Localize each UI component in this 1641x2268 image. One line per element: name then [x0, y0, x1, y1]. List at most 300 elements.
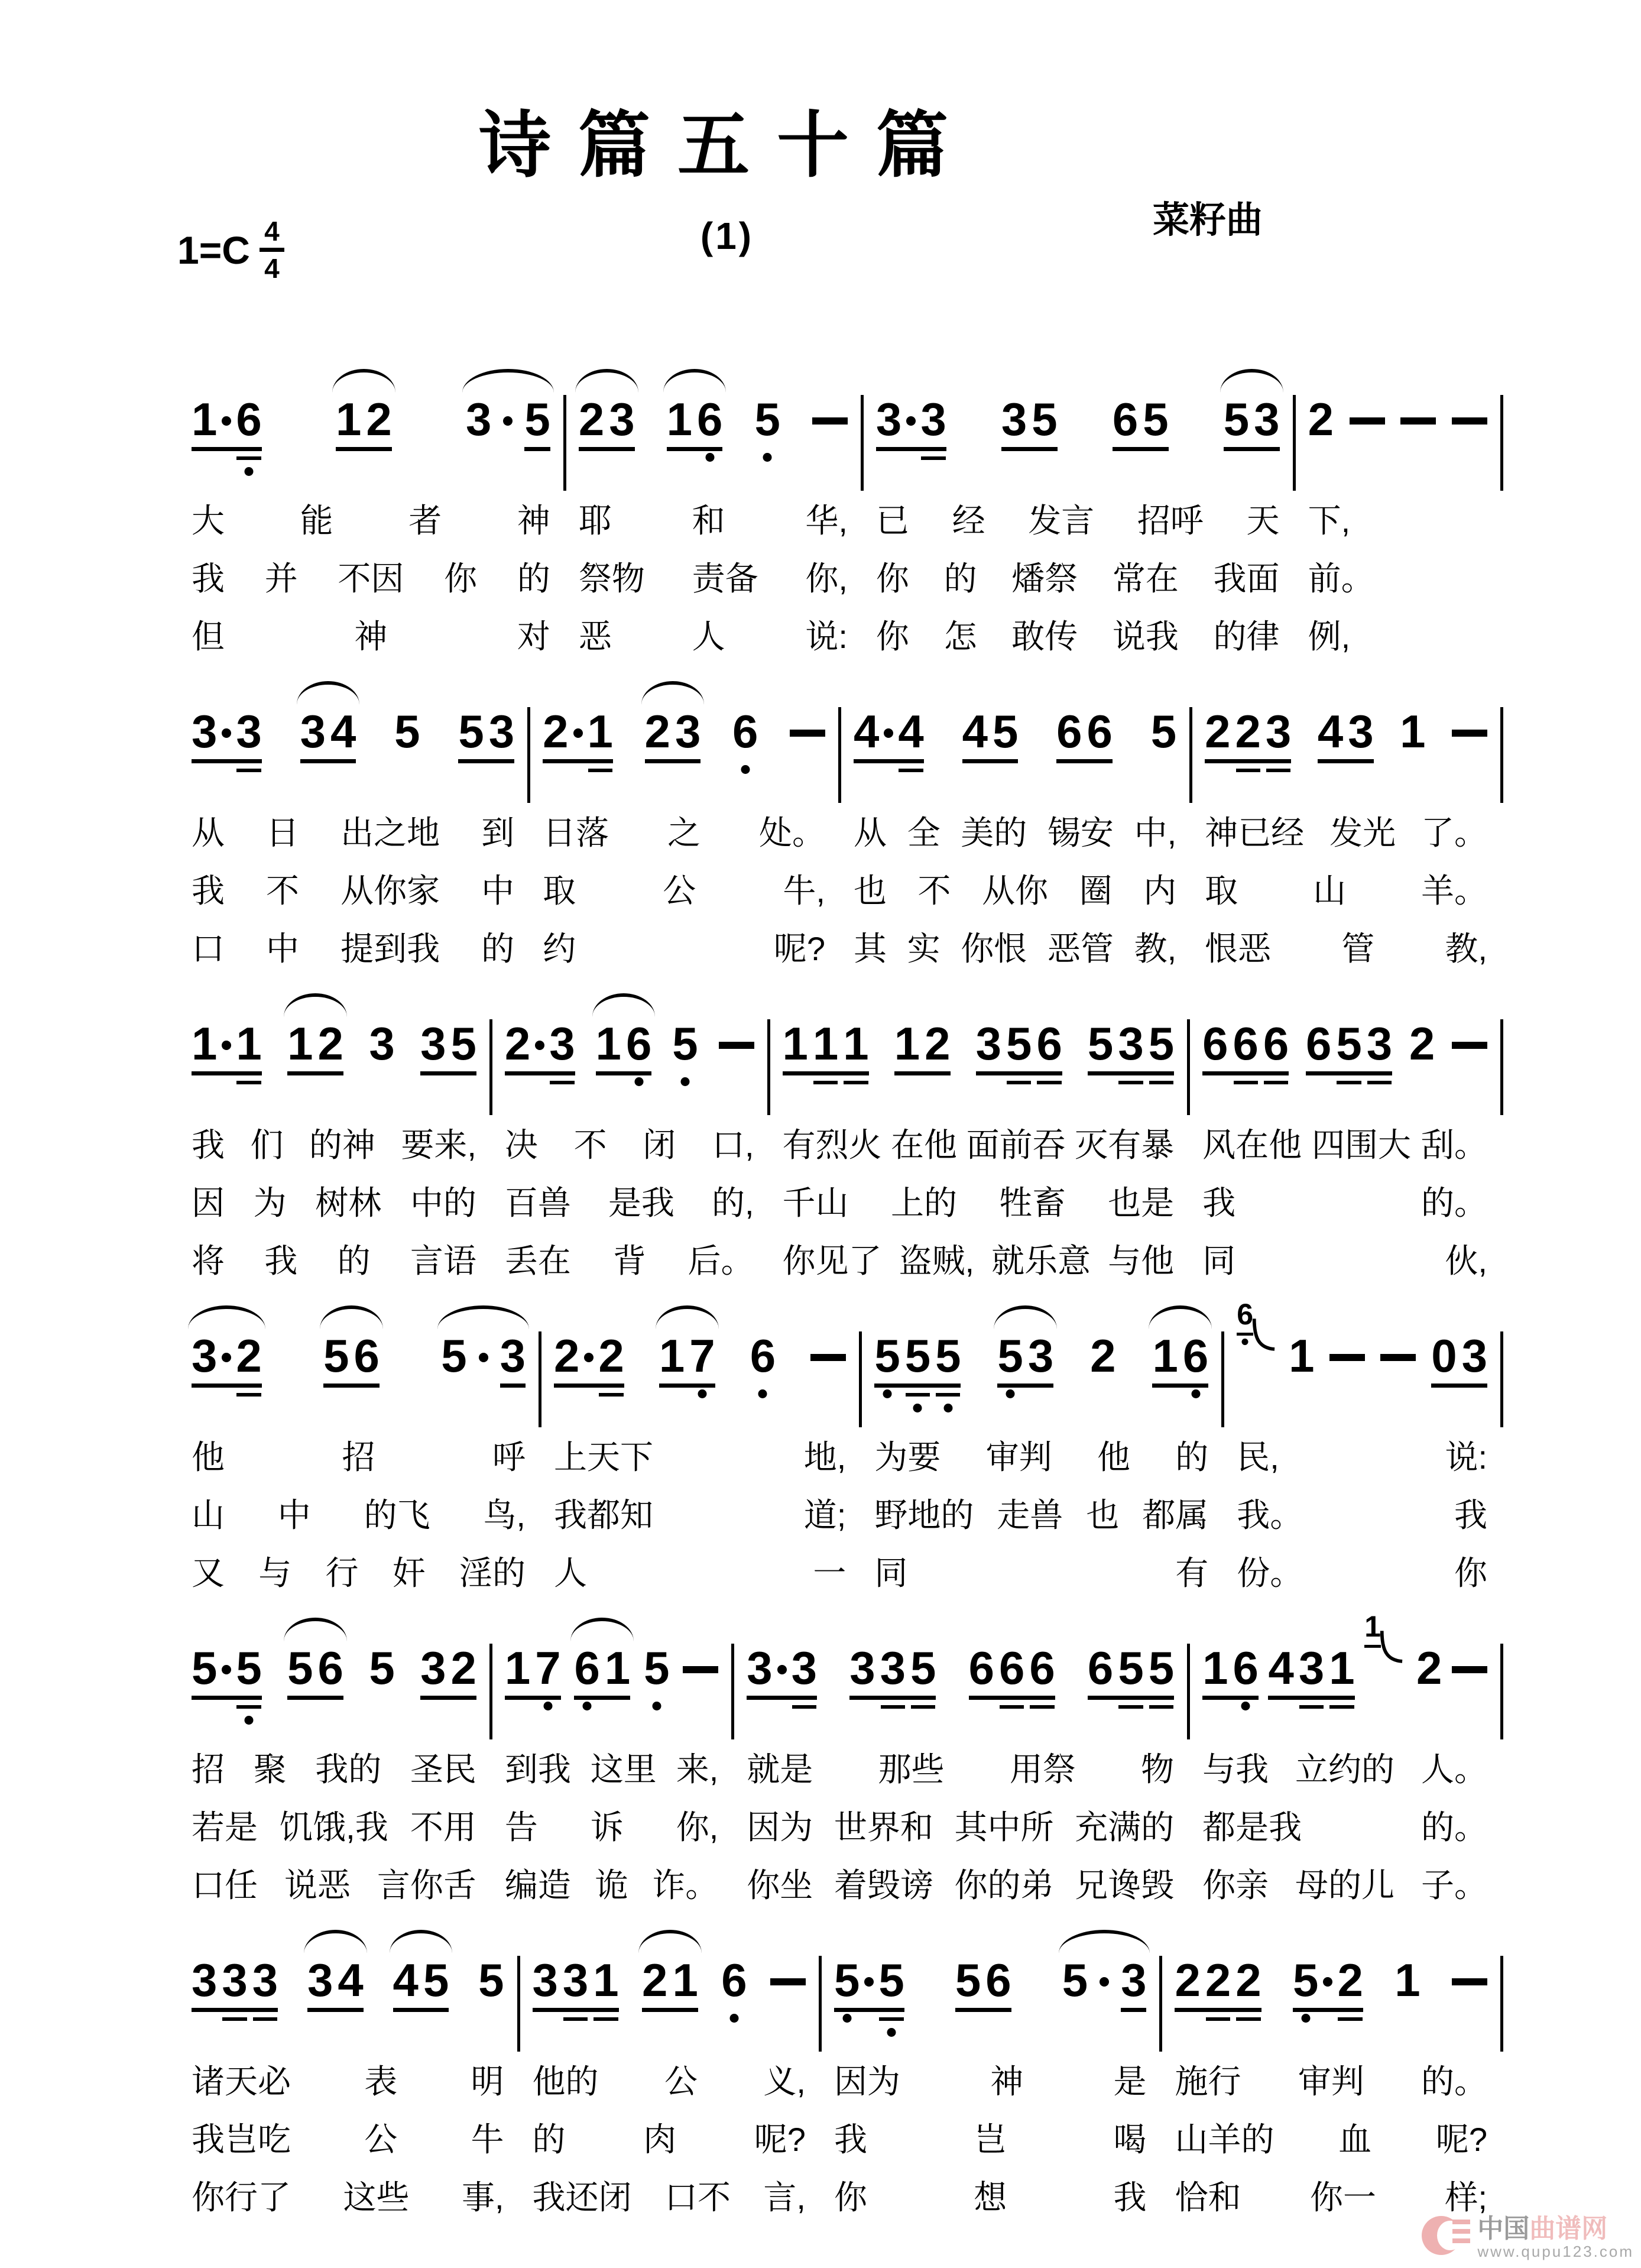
note-digit: 2 [317, 1018, 343, 1070]
beam-underline [1152, 1384, 1208, 1388]
note [644, 1642, 670, 1694]
lyric-word: 树林 [315, 1184, 382, 1222]
note-group [420, 1642, 476, 1694]
note [553, 1330, 580, 1382]
lyric-word: 我 [1202, 1184, 1236, 1222]
note-group [810, 1333, 846, 1361]
lyric-word: 我的 [315, 1751, 382, 1788]
octave-dot [1242, 1339, 1248, 1345]
note [672, 1018, 698, 1070]
note-group [1087, 1642, 1175, 1694]
lyric-word: 将 [192, 1242, 225, 1279]
octave-dot [1006, 1389, 1015, 1398]
note [1265, 705, 1292, 757]
lyrics-line [543, 862, 825, 920]
beam-underline [1202, 1696, 1259, 1700]
lyric-word: 千山 [782, 1184, 849, 1222]
note-digit: 1 [1202, 1642, 1228, 1694]
note [574, 1642, 600, 1694]
lyric-word: 民, [1237, 1438, 1279, 1476]
note-group [642, 1954, 698, 2006]
augmentation-dot [503, 416, 513, 426]
note-digit: 2 [1235, 705, 1261, 757]
lyric-word: 处。 [758, 814, 825, 851]
lyrics-line [192, 1799, 476, 1856]
lyrics-line [543, 920, 825, 978]
note-digit: 3 [192, 705, 218, 757]
underline-2 [1000, 1705, 1024, 1709]
beam-underline [874, 1384, 961, 1388]
lyric-word: 言语 [410, 1242, 476, 1279]
note-digit: 5 [904, 1330, 931, 1382]
lyric-word: 从你家 [340, 872, 440, 909]
lyric-word: 前。 [1308, 560, 1374, 597]
note-digit: 5 [1148, 1642, 1175, 1694]
note-group [420, 1018, 476, 1070]
barline [1500, 395, 1503, 491]
slur-icon [188, 1305, 265, 1329]
note-group [1090, 1330, 1116, 1382]
note-digit: 4 [1268, 1642, 1294, 1694]
lyrics-line [579, 608, 848, 666]
slur-icon [437, 1305, 529, 1329]
lyric-word: 的。 [1421, 2063, 1487, 2100]
note-group [968, 1642, 1055, 1694]
beam-underline [1268, 1696, 1354, 1700]
note-digit: 3 [420, 1018, 446, 1070]
lyrics-line [579, 492, 848, 550]
lyric-word: 人 [553, 1554, 587, 1592]
beam-underline [1113, 447, 1169, 451]
lyric-word: 来, [676, 1751, 719, 1788]
underline-2 [1266, 769, 1290, 772]
underline-2 [588, 769, 612, 772]
underline-2 [1149, 1705, 1173, 1709]
lyric-word: 我 [192, 560, 225, 597]
lyric-word: 也 [854, 872, 887, 909]
lyric-word: 为 [253, 1184, 287, 1222]
lyric-word: 也 [1086, 1496, 1120, 1534]
lyric-word: 牲畜 [999, 1184, 1066, 1222]
note-digit: 5 [458, 705, 484, 757]
note [1205, 1954, 1231, 2006]
lyric-word: 我还闭 [532, 2179, 632, 2216]
notes-row [1202, 985, 1487, 1116]
lyric-word: 同 [874, 1554, 908, 1592]
note-digit: 3 [747, 1642, 773, 1694]
note [330, 705, 356, 757]
lyric-word: 羊。 [1421, 872, 1487, 909]
underline-2 [1037, 1081, 1061, 1084]
note-digit: 6 [968, 1642, 994, 1694]
lyric-word: 也是 [1108, 1184, 1175, 1222]
lyrics-line [192, 492, 550, 550]
note [1233, 1018, 1259, 1070]
note-digit: 5 [192, 1642, 218, 1694]
beam-underline [192, 1384, 262, 1388]
note-group [192, 705, 262, 757]
lyric-word: 其中所 [954, 1809, 1054, 1846]
lyric-word: 你, [676, 1809, 719, 1846]
beam-underline [533, 2008, 619, 2012]
lyric-word: 一 [813, 1554, 847, 1592]
lyric-word: 盗贼, [899, 1242, 975, 1279]
note-digit: 1 [812, 1018, 839, 1070]
lyric-word: 灭有暴 [1075, 1126, 1175, 1164]
note-digit: 6 [1087, 705, 1113, 757]
note [1400, 705, 1426, 757]
beam-underline [642, 2008, 698, 2012]
lyrics-line [1237, 1428, 1487, 1486]
lyric-word: 百兽 [504, 1184, 571, 1222]
augmentation-dot [573, 728, 583, 738]
lyric-word: 发言 [1028, 502, 1095, 539]
note [791, 1642, 818, 1694]
note [478, 1954, 504, 2006]
lyric-word: 并 [264, 560, 298, 597]
note [1308, 393, 1334, 445]
underline-2 [1329, 1705, 1354, 1709]
lyrics-line [579, 550, 848, 608]
lyric-word: 取 [543, 872, 576, 909]
note-group [849, 1642, 936, 1694]
note-group [543, 705, 613, 757]
note [998, 1642, 1025, 1694]
note-digit: 1 [672, 1954, 698, 2006]
octave-dot [913, 1404, 922, 1412]
beam-underline [783, 1071, 869, 1075]
note-digit: 3 [488, 705, 515, 757]
lyric-word: 中的 [410, 1184, 476, 1222]
music-system [177, 1297, 1501, 1602]
lyric-word: 与他 [1108, 1242, 1175, 1279]
lyric-word: 从 [854, 814, 887, 851]
lyric-word: 份。 [1237, 1554, 1303, 1592]
lyrics-line [834, 2111, 1147, 2169]
notes-row [579, 361, 848, 492]
note-group [393, 1954, 449, 2006]
slur-icon [320, 1305, 383, 1329]
note [1461, 1330, 1487, 1382]
lyric-word: 但 [192, 618, 225, 655]
slur-icon [462, 369, 554, 393]
note-digit: 2 [1308, 393, 1334, 445]
note-group [1431, 1330, 1487, 1382]
lyric-word: 呼 [492, 1438, 526, 1476]
note-digit: 1 [192, 393, 218, 445]
slur-icon [570, 1618, 634, 1641]
beam-underline [834, 2008, 904, 2012]
lyrics-line [1175, 2111, 1487, 2169]
note [1298, 1642, 1325, 1694]
note [598, 1330, 624, 1382]
beam-underline [997, 1384, 1053, 1388]
lyric-word: 之 [667, 814, 701, 851]
underline-2 [1118, 1081, 1143, 1084]
note-group [955, 1954, 1011, 2006]
note [1235, 705, 1261, 757]
beam-underline [1205, 759, 1291, 763]
underline-2 [1118, 1705, 1143, 1709]
note-digit: 1 [782, 1018, 808, 1070]
note-digit: 6 [625, 1018, 652, 1070]
lyric-word: 你一 [1309, 2179, 1376, 2216]
lyric-word: 全 [907, 814, 941, 851]
lyric-word: 到 [481, 814, 515, 851]
watermark-site-cn: 中国 [1477, 2214, 1530, 2243]
lyric-word: 神 [354, 618, 388, 655]
lyric-word: 就乐意 [991, 1242, 1091, 1279]
note [524, 393, 550, 445]
measure [1160, 1922, 1501, 2227]
note-group [1350, 396, 1385, 425]
lyrics-line [874, 1486, 1208, 1544]
notes-row [1308, 361, 1487, 492]
note-digit: 5 [287, 1642, 313, 1694]
note-group [1394, 1954, 1421, 2006]
note-digit: 6 [1182, 1330, 1209, 1382]
note [1148, 1018, 1175, 1070]
song-title: 诗篇五十篇 [479, 102, 975, 187]
note-digit: 3 [192, 1330, 218, 1382]
note [394, 705, 420, 757]
lyric-word: 着毁谤 [834, 1867, 933, 1904]
lyric-word: 他 [192, 1438, 225, 1476]
lyric-word: 圣民 [410, 1751, 476, 1788]
note [420, 1018, 446, 1070]
lyric-word: 诸天必 [192, 2063, 291, 2100]
augmentation-dot [906, 416, 916, 426]
underline-2 [1236, 2017, 1260, 2021]
note-group [369, 1018, 395, 1070]
note [504, 1642, 531, 1694]
rest-dash [810, 1354, 846, 1361]
beam-underline [1318, 759, 1374, 763]
rest-dash [719, 1042, 754, 1049]
note-group [659, 1330, 715, 1382]
lyric-word: 口 [192, 930, 225, 967]
note [504, 1018, 531, 1070]
note [192, 1642, 218, 1694]
beam-underline [192, 1696, 262, 1700]
note-digit: 5 [754, 393, 780, 445]
lyrics-line [1205, 862, 1487, 920]
beam-underline [962, 759, 1019, 763]
lyric-word: 下, [1308, 502, 1351, 539]
underline-2 [899, 769, 923, 772]
note [369, 1018, 395, 1070]
qupu-logo-icon [1422, 2212, 1471, 2262]
note-group [644, 705, 701, 757]
lyric-word: 的 [481, 930, 515, 967]
lyric-word: 那些 [878, 1751, 945, 1788]
note-digit: 2 [642, 1954, 668, 2006]
note [1006, 1018, 1032, 1070]
lyric-word: 丢在 [504, 1242, 571, 1279]
beam-underline [1001, 447, 1058, 451]
note-group [1317, 705, 1374, 757]
lyric-word: 锡安 [1047, 814, 1114, 851]
lyric-word: 告 [504, 1809, 538, 1846]
lyric-word: 的飞 [364, 1496, 430, 1534]
note-digit: 3 [1265, 705, 1292, 757]
note [609, 393, 635, 445]
note-digit: 3 [920, 393, 946, 445]
lyric-word: 牛 [471, 2121, 504, 2158]
measure [1188, 1609, 1501, 1914]
lyric-word: 耶 [578, 502, 612, 539]
measure [732, 1609, 1188, 1914]
underline-2 [844, 1081, 868, 1084]
note-digit: 5 [1118, 1642, 1144, 1694]
beam-underline [458, 759, 514, 763]
note-group [721, 1954, 747, 2006]
lyric-word: 中, [1134, 814, 1177, 851]
note-digit: 4 [898, 705, 924, 757]
note [192, 705, 218, 757]
note-group [466, 393, 550, 445]
lyric-word: 大 [192, 502, 225, 539]
lyric-word: 兄谗毁 [1075, 1867, 1175, 1904]
notes-row [834, 1922, 1147, 2053]
lyric-word: 不 [573, 1126, 607, 1164]
lyrics-line [876, 550, 1280, 608]
note [549, 1018, 575, 1070]
underline-2 [906, 1393, 930, 1397]
lyrics-line [554, 1544, 846, 1602]
augmentation-dot [222, 728, 231, 738]
lyric-word: 都是我 [1202, 1809, 1302, 1846]
lyric-word: 责备 [692, 560, 758, 597]
lyrics-line [554, 1486, 846, 1544]
note-group [300, 705, 356, 757]
lyric-word: 招 [192, 1751, 225, 1788]
note-group [394, 705, 420, 757]
lyric-word: 日落 [543, 814, 609, 851]
note-group [875, 393, 946, 445]
lyric-word: 是我 [608, 1184, 674, 1222]
octave-dot [245, 467, 254, 476]
note-digit: 2 [450, 1642, 476, 1694]
octave-dot [698, 1389, 706, 1398]
note [192, 1954, 218, 2006]
note-group [307, 1954, 364, 2006]
note-digit: 5 [236, 1642, 262, 1694]
note [1336, 1018, 1362, 1070]
notes-row [192, 1297, 526, 1428]
lyric-word: 因为 [747, 1809, 813, 1846]
note-digit: 5 [1006, 1018, 1032, 1070]
note [920, 393, 946, 445]
lyrics-line [1205, 804, 1487, 862]
note [1148, 1642, 1175, 1694]
music-system [177, 1922, 1501, 2227]
note-digit: 2 [1175, 1954, 1201, 2006]
notes-row [543, 673, 825, 804]
note [1001, 393, 1027, 445]
beam-underline [659, 1384, 715, 1388]
note-digit: 5 [524, 393, 550, 445]
lyric-word: 我 [264, 1242, 298, 1279]
beam-underline [969, 1696, 1055, 1700]
lyric-word: 你 [444, 560, 478, 597]
measure [1294, 361, 1501, 666]
lyrics-line [834, 2053, 1147, 2111]
underline-2 [1264, 1081, 1288, 1084]
beam-underline [747, 1696, 817, 1700]
song-number: (1) [700, 215, 754, 257]
lyrics-line [747, 1799, 1174, 1856]
underline-2 [550, 1081, 574, 1084]
note-group [894, 1018, 951, 1070]
rest-dash [790, 730, 825, 737]
note-digit: 4 [1317, 705, 1344, 757]
lyric-word: 提到我 [340, 930, 440, 967]
octave-dot [583, 1702, 592, 1710]
note-group [532, 1954, 619, 2006]
lyric-word: 中 [266, 930, 300, 967]
octave-dot [1301, 2014, 1310, 2023]
note [458, 705, 484, 757]
notes-row [1202, 1609, 1487, 1741]
note [1254, 393, 1280, 445]
note [317, 1642, 343, 1694]
lyrics-line [1202, 1799, 1487, 1856]
note-digit: 6 [1056, 705, 1082, 757]
lyric-word: 走兽 [997, 1496, 1063, 1534]
note [366, 393, 392, 445]
slur-icon [994, 1305, 1057, 1329]
augmentation-dot [884, 728, 893, 738]
note-digit: 1 [1289, 1330, 1315, 1382]
lyric-word: 表 [364, 2063, 398, 2100]
music-system [177, 361, 1501, 666]
lyric-word: 编造 [504, 1867, 571, 1904]
lyric-word: 立约的 [1295, 1751, 1395, 1788]
note [236, 1018, 262, 1070]
measure [177, 673, 528, 978]
lyric-word: 牛, [783, 872, 825, 909]
note [962, 705, 988, 757]
note [369, 1642, 395, 1694]
note-group [666, 393, 723, 445]
lyric-word: 其 [854, 930, 887, 967]
lyric-word: 你, [805, 560, 848, 597]
note-digit: 4 [330, 705, 356, 757]
rest-dash [1452, 1666, 1487, 1673]
note-group [1001, 393, 1058, 445]
augmentation-dot [479, 1353, 488, 1362]
lyric-word: 从 [192, 814, 225, 851]
note-digit: 3 [1118, 1018, 1144, 1070]
note [878, 1954, 904, 2006]
note-digit: 5 [478, 1954, 504, 2006]
measure [177, 985, 491, 1290]
notes-row [192, 673, 514, 804]
lyric-word: 义, [763, 2063, 806, 2100]
lyric-word: 口不 [664, 2179, 731, 2216]
note [894, 1018, 920, 1070]
note [1062, 1954, 1088, 2006]
note-digit: 5 [1150, 705, 1177, 757]
note [1205, 705, 1231, 757]
octave-dot [883, 1389, 892, 1398]
note-group [192, 1642, 262, 1694]
notes-row [747, 1609, 1174, 1741]
lyric-word: 想 [974, 2179, 1007, 2216]
octave-dot [887, 2028, 896, 2037]
note-group [192, 1018, 262, 1070]
